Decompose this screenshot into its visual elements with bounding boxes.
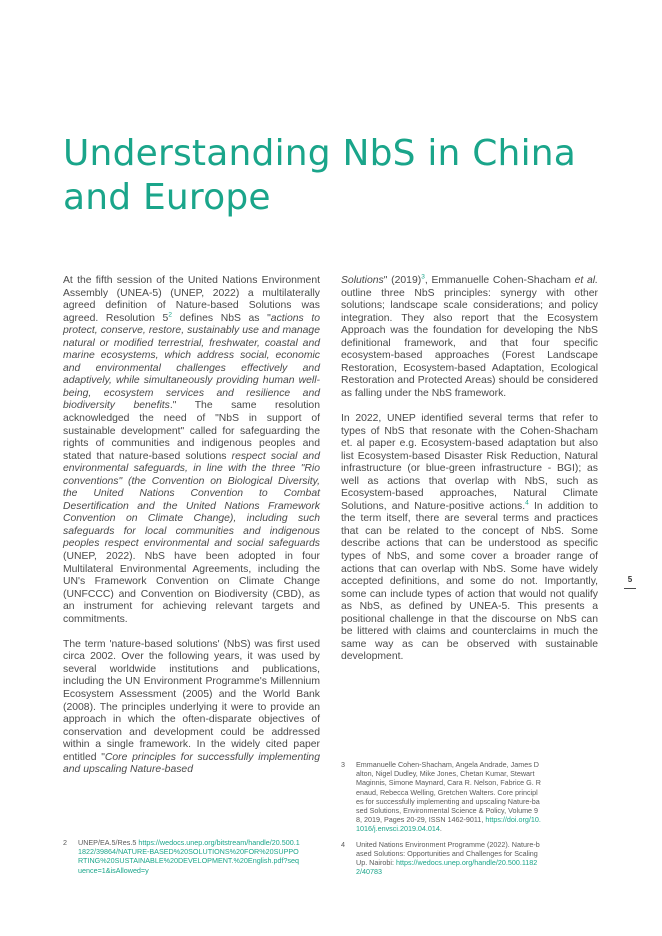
page-title — [63, 132, 603, 220]
footnote-2 — [63, 838, 303, 875]
text-run: In 2022, UNEP identified several terms that refer to types of NbS that resonate with the Cohen-Shacham et. al paper e.g. Ecosystem-based adaptation but also list Ecosystem-based Disaster Risk Reduction, Natural infrastructure (or blue-green infrastructure - BGI); as well as actions that overlap with NbS, such as Ecosystem-based approaches, Natural Climate Solutions, and Nature-positive actions. — [341, 412, 598, 512]
paper-title-italic: Solutions — [341, 275, 384, 286]
footnote-4 — [341, 840, 541, 877]
right-paragraph-2 — [341, 413, 598, 664]
text-run: " (2019) — [383, 275, 422, 286]
text-run: The term 'nature-based solutions' (NbS) was first used circa 2002. Over the following years, it was used by several worldwide institutions and publications, including the UN Environment Programme's Millennium Ecosystem Assessment (2005) and the World Bank (2008). The principles underlying it were to provide an approach in which the often-disparate objectives of conservation and development could be addressed within a single framework. In the widely cited paper entitled " — [63, 638, 320, 763]
text-run: defines NbS as " — [171, 312, 271, 324]
text-run: outline three NbS principles: synergy with other solutions; landscape scale considerations; and policy integration. They also report that the Ecosystem Approach was the foundation for developing the NbS definitional framework, and that four specific ecosystem-based approaches (Forest Landscape Restoration, Ecosystem-based Adaptation, Ecological Restoration and Protected Areas) should be considered as falling under the NbS framework. — [341, 287, 598, 399]
text-run: Emmanuelle Cohen-Shacham, Angela Andrade, James Dalton, Nigel Dudley, Mike Jones, Chetan Kumar, Stewart Maginnis, Simone Maynard, Cara R. Nelson, Fabrice G. Renaud, Rebecca Welling, Gretchen Walters. Core principles for successfully implementing and upscaling Nature-based Solutions, Environmental Science & Policy, Volume 98, 2019, Pages 20-29, ISSN 1462-9011, — [356, 760, 541, 825]
footnote-text — [356, 760, 541, 834]
footnotes-left — [63, 838, 303, 881]
footnote-text — [356, 840, 541, 877]
footnote-number: 3 — [341, 760, 345, 769]
text-run: (UNEP, 2022). NbS have been adopted in four Multilateral Environmental Agreements, including the UN's Framework Convention on Climate Change (UNFCCC) and Convention on Biodiversity (CBD), as an instrument for achieving relevant targets and commitments. — [63, 551, 320, 625]
left-column — [63, 275, 320, 777]
right-paragraph-1 — [341, 275, 598, 400]
paper-title-italic: Core principles for successfully implementing and upscaling Nature-based — [63, 751, 320, 776]
page-number-rule — [624, 588, 636, 589]
safeguards-quote: respect social and environmental safeguards, in line with the three "Rio conventions" (the Convention on Biological Diversity, the United Nations Convention to Combat Desertification and the United Nations Framework Convention on Climate Change), including such safeguards for local communities and indigenous peoples respect environmental and social safeguards — [63, 450, 320, 550]
et-al-italic: et al. — [574, 275, 598, 286]
footnote-text — [78, 838, 303, 875]
footnote-2-link[interactable]: https://wedocs.unep.org/bitstream/handle/20.500.11822/39864/NATURE-BASED%20SOLUTIONS%20FOR%20SUPPORTING%20SUSTAINABLE%20DEVELOPMENT.%20English.pdf?sequence=1&isAllowed=y — [78, 838, 300, 875]
text-run: United Nations Environment Programme (2022). Nature-based Solutions: Opportunities and Challenges for Scaling Up. Nairobi: — [356, 839, 540, 868]
page-title-line-1: Understanding NbS in China — [63, 133, 577, 174]
footnote-3 — [341, 760, 541, 834]
text-run: In addition to the term itself, there are several terms and practices that can be related to the concept of NbS. Some describe actions that can be understood as specific types of NbS, and some cover a broader range of actions that can overlap with NbS. Some have widely accepted definitions, and some do not. Importantly, some can include types of action that would not qualify as NbS, as defined by UNEA-5. This presents a positional challenge in that the discourse on NbS can be littered with claims and counterclaims in much the same way as can be observed with sustainable development. — [341, 500, 598, 663]
text-run: ." The same resolution acknowledged the need of "NbS in support of sustainable development" called for safeguarding the rights of communities and indigenous peoples and stated that nature-based solutions — [63, 400, 320, 462]
page-number-marker — [624, 572, 636, 589]
footnote-4-link[interactable]: https://wedocs.unep.org/handle/20.500.11822/40783 — [356, 858, 538, 877]
page-title-line-2: and Europe — [63, 177, 271, 218]
footnote-ref-4[interactable]: 4 — [525, 499, 529, 507]
footnote-number: 4 — [341, 839, 345, 849]
nbs-definition-quote: actions to protect, conserve, restore, sustainably use and manage natural or modified terrestrial, freshwater, coastal and marine ecosystems, which address social, economic and environmental challenges effectively and adaptively, while simultaneously providing human well-being, ecosystem services and resilience and biodiversity benefits — [63, 312, 320, 412]
footnote-ref-2[interactable]: 2 — [168, 311, 172, 319]
right-column — [341, 275, 598, 664]
left-paragraph-1 — [63, 275, 320, 626]
text-run: . — [439, 824, 442, 834]
left-paragraph-2 — [63, 639, 320, 777]
page-number: 5 — [627, 575, 633, 584]
text-run: UNEP/EA.5/Res.5 — [78, 838, 139, 847]
footnote-ref-3[interactable]: 3 — [421, 273, 425, 281]
text-run: , Emmanuelle Cohen-Shacham — [424, 275, 575, 286]
footnotes-right — [341, 760, 541, 882]
footnote-number: 2 — [63, 838, 67, 847]
footnote-3-link[interactable]: https://doi.org/10.1016/j.envsci.2019.04.014 — [356, 815, 541, 834]
text-run: At the fifth session of the United Nations Environment Assembly (UNEA-5) (UNEP, 2022) a multilaterally agreed definition of Nature-based Solutions was agreed. Resolution 5 — [63, 275, 320, 324]
